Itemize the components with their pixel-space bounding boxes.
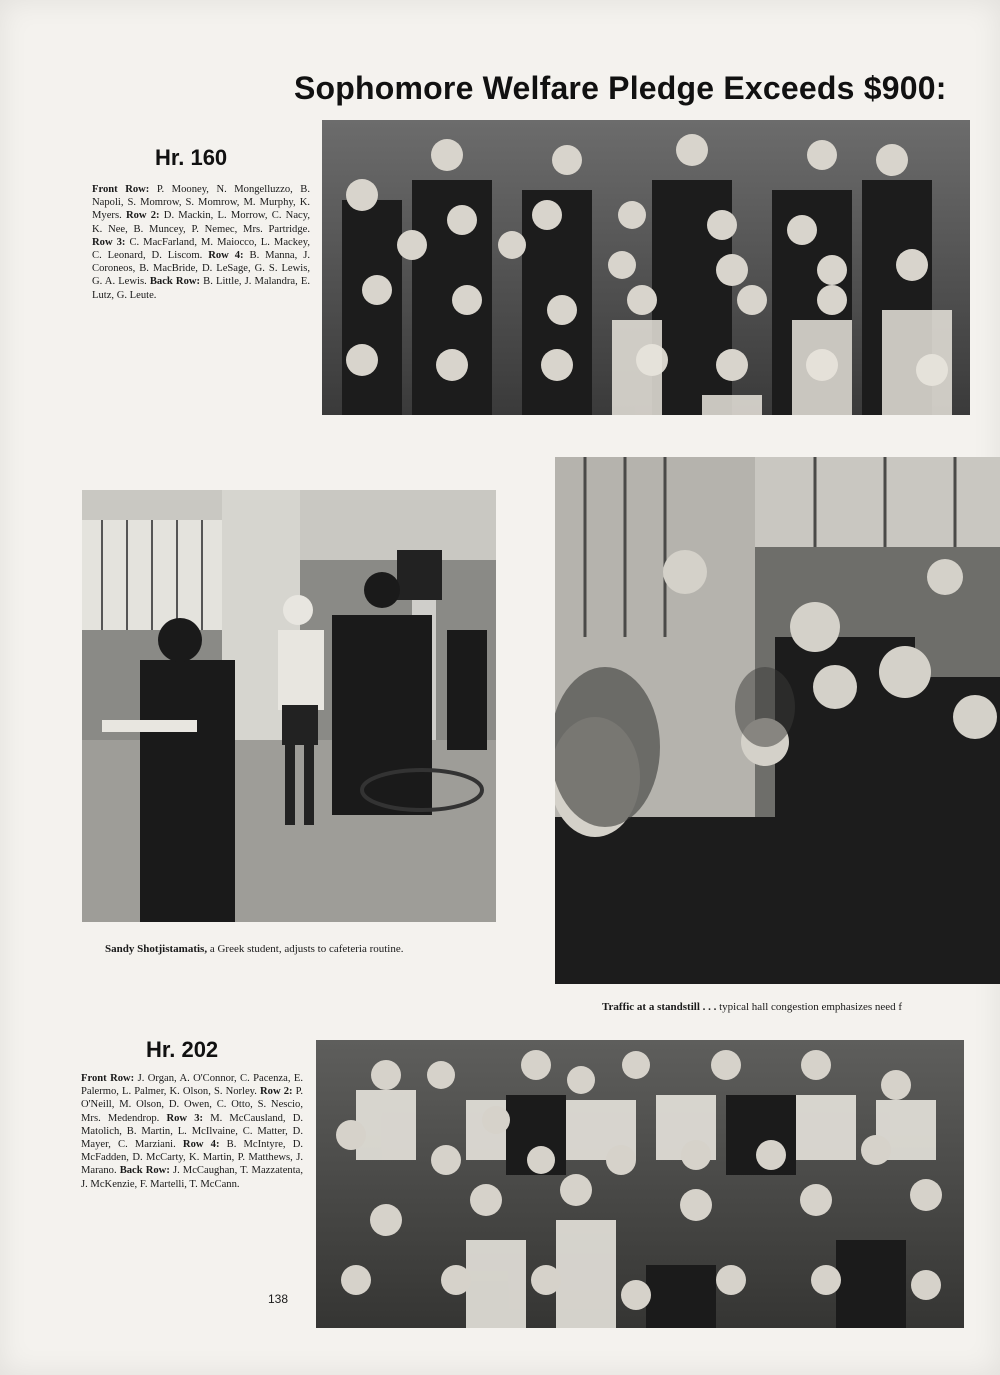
homeroom-202-title: Hr. 202 <box>146 1037 219 1062</box>
page-headline: Sophomore Welfare Pledge Exceeds $900: <box>294 70 947 106</box>
homeroom-160-roster: Front Row: P. Mooney, N. Mongelluzzo, B. Napoli, S. Momrow, S. Momrow, M. Murphy, K. Myers. Row 2: D. Mackin, L. Morrow, C. Nacy, K. Nee, B. Muncey, P. Nemec, Mrs. Partridge. Row 3: C. MacFarland, M. Maiocco, L. Mackey, C. Leonard, D. Liscom. Row 4: B. Manna, J. Coroneos, B. MacBride, D. LeSage, G. S. Lewis, G. A. Lewis. Back Row: B. Little, J. Malandra, E. Lutz, G. Leute. <box>92 184 310 301</box>
homeroom-202-roster: Front Row: J. Organ, A. O'Connor, C. Pacenza, E. Palermo, L. Palmer, K. Olson, S. Norley. Row 2: P. O'Neill, M. Olson, D. Owen, C. Otto, S. Nescio, Mrs. Medendrop. Row 3: M. McCausland, D. Matolich, B. Martin, L. McIlvaine, C. Matter, D. Mayer, C. Marziani. Row 4: B. McIntyre, D. McFadden, D. McCarty, K. Martin, P. Matthews, J. Marano. Back Row: J. McCaughan, T. Mazzatenta, J. McKenzie, F. Martelli, T. McCann. <box>81 1073 304 1190</box>
hallway-photo <box>555 457 1000 984</box>
homeroom-160-title: Hr. 160 <box>155 145 228 170</box>
homeroom-202-group-photo <box>316 1040 964 1328</box>
cafeteria-caption: Sandy Shotjistamatis, a Greek student, adjusts to cafeteria routine. <box>105 943 404 955</box>
page-number: 138 <box>268 1292 289 1306</box>
hallway-caption: Traffic at a standstill . . . typical hall congestion emphasizes need f <box>602 1001 903 1013</box>
homeroom-160-group-photo <box>322 120 970 415</box>
cafeteria-photo <box>82 490 496 922</box>
